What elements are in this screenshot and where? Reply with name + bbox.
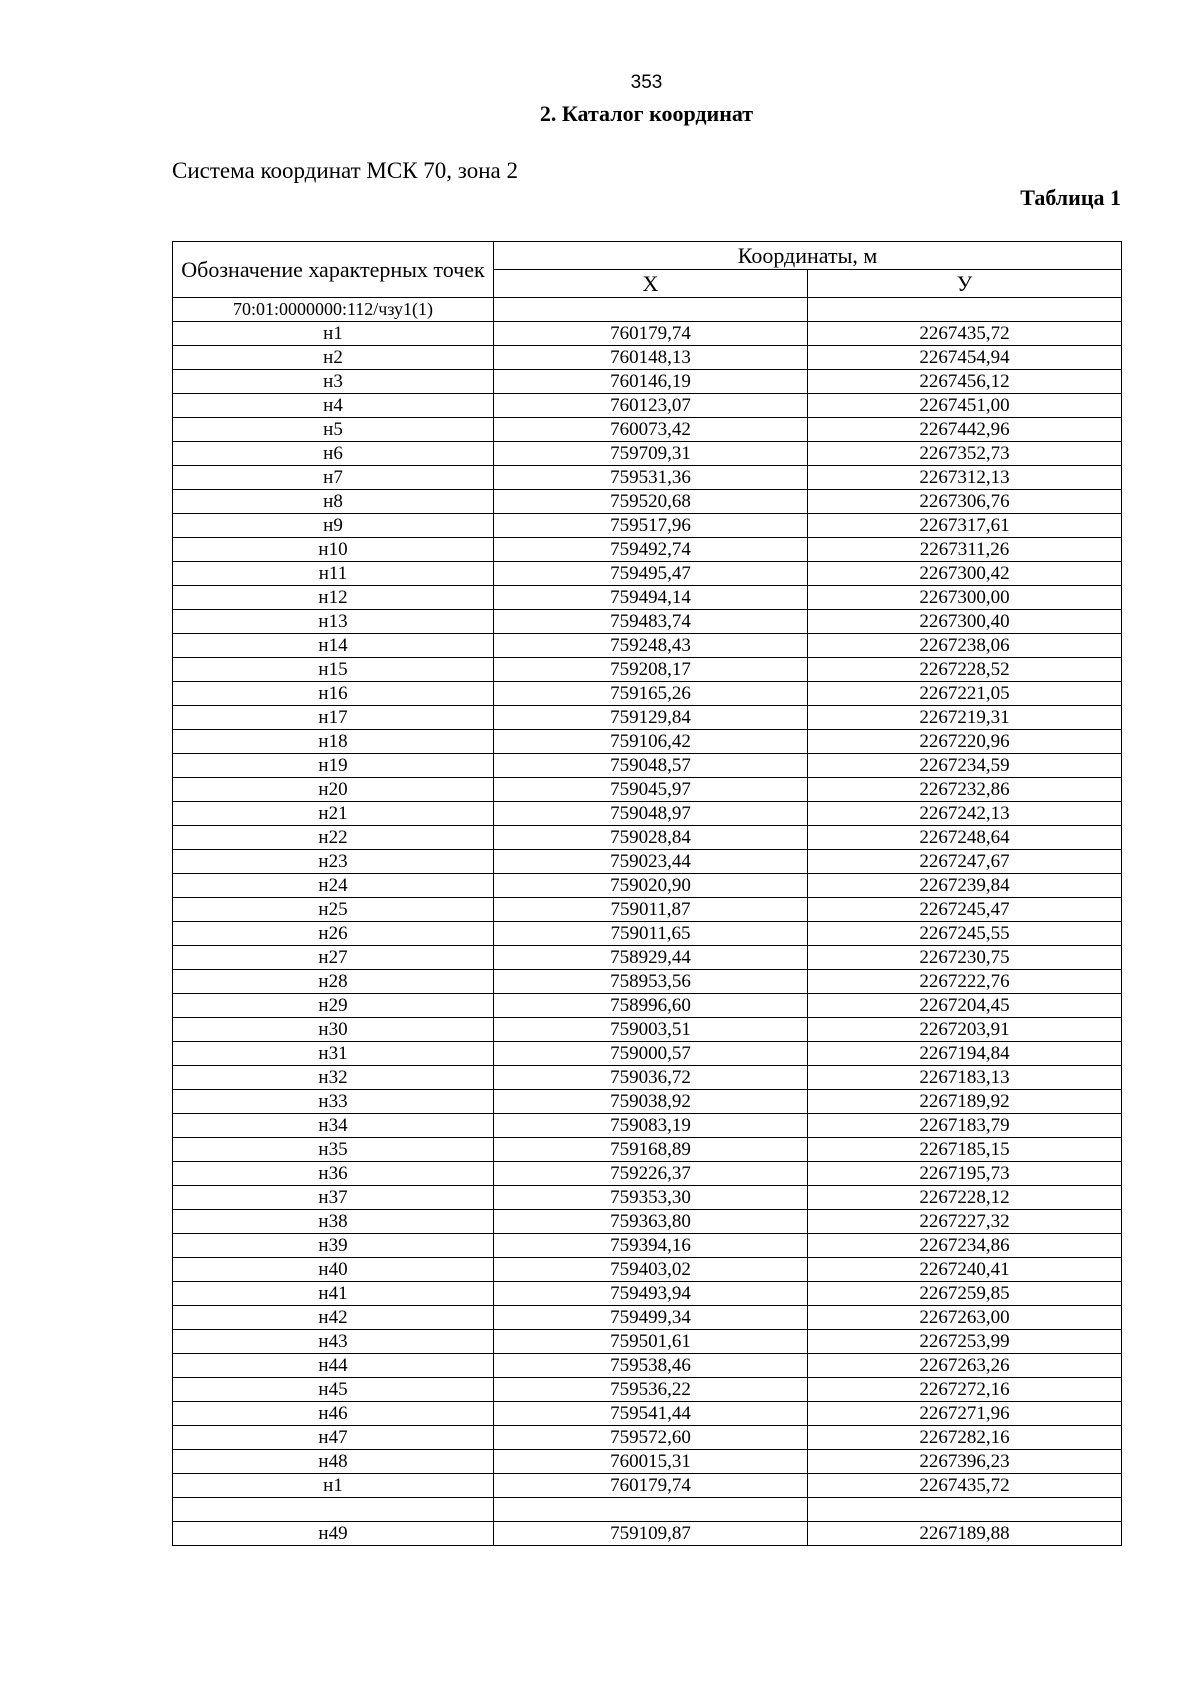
point-cell: н36 bbox=[173, 1162, 494, 1186]
table-row bbox=[173, 706, 1122, 730]
point-cell: н23 bbox=[173, 850, 494, 874]
point-cell: н9 bbox=[173, 514, 494, 538]
point-cell: н17 bbox=[173, 706, 494, 730]
parcel-id-cell: 70:01:0000000:112/чзу1(1) bbox=[173, 298, 494, 322]
table-row bbox=[173, 730, 1122, 754]
y-cell: 2267272,16 bbox=[808, 1378, 1122, 1402]
table-row bbox=[173, 1210, 1122, 1234]
point-cell: н11 bbox=[173, 562, 494, 586]
y-cell: 2267234,86 bbox=[808, 1234, 1122, 1258]
y-cell: 2267195,73 bbox=[808, 1162, 1122, 1186]
table-row bbox=[173, 658, 1122, 682]
x-cell bbox=[494, 1498, 808, 1522]
table-row bbox=[173, 1090, 1122, 1114]
table-row bbox=[173, 538, 1122, 562]
x-cell: 760073,42 bbox=[494, 418, 808, 442]
x-cell: 759248,43 bbox=[494, 634, 808, 658]
table-row bbox=[173, 322, 1122, 346]
point-cell: н43 bbox=[173, 1330, 494, 1354]
x-cell: 759499,34 bbox=[494, 1306, 808, 1330]
x-cell: 759028,84 bbox=[494, 826, 808, 850]
point-cell bbox=[173, 1498, 494, 1522]
table-row bbox=[173, 898, 1122, 922]
point-cell: н8 bbox=[173, 490, 494, 514]
y-cell: 2267228,52 bbox=[808, 658, 1122, 682]
y-cell: 2267204,45 bbox=[808, 994, 1122, 1018]
table-header-row bbox=[173, 242, 1122, 270]
y-cell: 2267282,16 bbox=[808, 1426, 1122, 1450]
table-row bbox=[173, 1378, 1122, 1402]
y-cell: 2267306,76 bbox=[808, 490, 1122, 514]
y-cell: 2267239,84 bbox=[808, 874, 1122, 898]
point-cell: н39 bbox=[173, 1234, 494, 1258]
x-cell: 758953,56 bbox=[494, 970, 808, 994]
x-cell: 759048,57 bbox=[494, 754, 808, 778]
parcel-row bbox=[173, 298, 1122, 322]
point-cell: н16 bbox=[173, 682, 494, 706]
table-row bbox=[173, 562, 1122, 586]
y-cell: 2267456,12 bbox=[808, 370, 1122, 394]
point-cell: н19 bbox=[173, 754, 494, 778]
table-row bbox=[173, 754, 1122, 778]
x-cell: 759083,19 bbox=[494, 1114, 808, 1138]
point-cell: н46 bbox=[173, 1402, 494, 1426]
x-cell: 759501,61 bbox=[494, 1330, 808, 1354]
coordinate-system-label: Система координат МСК 70, зона 2 bbox=[172, 158, 519, 183]
y-cell: 2267454,94 bbox=[808, 346, 1122, 370]
x-cell: 760148,13 bbox=[494, 346, 808, 370]
x-cell: 759483,74 bbox=[494, 610, 808, 634]
header-x: X bbox=[494, 270, 808, 298]
table-row bbox=[173, 778, 1122, 802]
y-cell: 2267247,67 bbox=[808, 850, 1122, 874]
y-cell: 2267317,61 bbox=[808, 514, 1122, 538]
point-cell: н45 bbox=[173, 1378, 494, 1402]
table-row bbox=[173, 394, 1122, 418]
table-row bbox=[173, 826, 1122, 850]
point-cell: н1 bbox=[173, 322, 494, 346]
table-row bbox=[173, 874, 1122, 898]
table-row bbox=[173, 802, 1122, 826]
point-cell: н38 bbox=[173, 1210, 494, 1234]
y-cell: 2267238,06 bbox=[808, 634, 1122, 658]
x-cell: 759394,16 bbox=[494, 1234, 808, 1258]
table-row bbox=[173, 994, 1122, 1018]
x-cell: 759023,44 bbox=[494, 850, 808, 874]
table-row bbox=[173, 682, 1122, 706]
table-row bbox=[173, 1234, 1122, 1258]
table-row bbox=[173, 1162, 1122, 1186]
y-cell: 2267232,86 bbox=[808, 778, 1122, 802]
x-cell: 759036,72 bbox=[494, 1066, 808, 1090]
y-cell: 2267442,96 bbox=[808, 418, 1122, 442]
table-row bbox=[173, 514, 1122, 538]
x-cell: 759517,96 bbox=[494, 514, 808, 538]
point-cell: н18 bbox=[173, 730, 494, 754]
y-cell: 2267234,59 bbox=[808, 754, 1122, 778]
y-cell: 2267263,26 bbox=[808, 1354, 1122, 1378]
point-cell: н42 bbox=[173, 1306, 494, 1330]
table-row bbox=[173, 1450, 1122, 1474]
point-cell: н3 bbox=[173, 370, 494, 394]
table-row bbox=[173, 970, 1122, 994]
x-cell: 759165,26 bbox=[494, 682, 808, 706]
table-row bbox=[173, 946, 1122, 970]
point-cell: н31 bbox=[173, 1042, 494, 1066]
y-cell: 2267300,42 bbox=[808, 562, 1122, 586]
x-cell: 759531,36 bbox=[494, 466, 808, 490]
x-cell: 759045,97 bbox=[494, 778, 808, 802]
y-cell: 2267451,00 bbox=[808, 394, 1122, 418]
x-cell: 759048,97 bbox=[494, 802, 808, 826]
x-cell: 759168,89 bbox=[494, 1138, 808, 1162]
point-cell: н10 bbox=[173, 538, 494, 562]
x-cell: 759572,60 bbox=[494, 1426, 808, 1450]
y-cell: 2267312,13 bbox=[808, 466, 1122, 490]
point-cell: н40 bbox=[173, 1258, 494, 1282]
point-cell: н27 bbox=[173, 946, 494, 970]
point-cell: н2 bbox=[173, 346, 494, 370]
point-cell: н44 bbox=[173, 1354, 494, 1378]
x-cell: 759363,80 bbox=[494, 1210, 808, 1234]
point-cell: н21 bbox=[173, 802, 494, 826]
x-cell: 759493,94 bbox=[494, 1282, 808, 1306]
point-cell: н37 bbox=[173, 1186, 494, 1210]
table-row bbox=[173, 1066, 1122, 1090]
table-row bbox=[173, 922, 1122, 946]
table-row bbox=[173, 370, 1122, 394]
table-row bbox=[173, 586, 1122, 610]
y-cell: 2267435,72 bbox=[808, 322, 1122, 346]
x-cell: 760179,74 bbox=[494, 322, 808, 346]
header-point-designation: Обозначение характерных точек bbox=[173, 242, 494, 298]
x-cell: 759208,17 bbox=[494, 658, 808, 682]
x-cell: 759129,84 bbox=[494, 706, 808, 730]
x-cell: 759011,87 bbox=[494, 898, 808, 922]
y-cell: 2267263,00 bbox=[808, 1306, 1122, 1330]
point-cell: н4 bbox=[173, 394, 494, 418]
x-cell: 758929,44 bbox=[494, 946, 808, 970]
point-cell: н14 bbox=[173, 634, 494, 658]
point-cell: н24 bbox=[173, 874, 494, 898]
table-row bbox=[173, 1258, 1122, 1282]
point-cell: н41 bbox=[173, 1282, 494, 1306]
x-cell: 760179,74 bbox=[494, 1474, 808, 1498]
x-cell: 759492,74 bbox=[494, 538, 808, 562]
y-cell: 2267435,72 bbox=[808, 1474, 1122, 1498]
x-cell: 760123,07 bbox=[494, 394, 808, 418]
y-cell: 2267222,76 bbox=[808, 970, 1122, 994]
x-cell: 760146,19 bbox=[494, 370, 808, 394]
x-cell: 758996,60 bbox=[494, 994, 808, 1018]
point-cell: н25 bbox=[173, 898, 494, 922]
table-row bbox=[173, 1306, 1122, 1330]
table-row bbox=[173, 1330, 1122, 1354]
y-cell bbox=[808, 1498, 1122, 1522]
header-y: У bbox=[808, 270, 1122, 298]
x-cell: 759709,31 bbox=[494, 442, 808, 466]
y-cell: 2267300,40 bbox=[808, 610, 1122, 634]
table-row bbox=[173, 346, 1122, 370]
x-cell: 759226,37 bbox=[494, 1162, 808, 1186]
header-coordinates: Координаты, м bbox=[494, 242, 1122, 270]
point-cell: н33 bbox=[173, 1090, 494, 1114]
y-cell: 2267220,96 bbox=[808, 730, 1122, 754]
table-row bbox=[173, 1282, 1122, 1306]
table-row bbox=[173, 1426, 1122, 1450]
y-cell: 2267221,05 bbox=[808, 682, 1122, 706]
y-cell: 2267194,84 bbox=[808, 1042, 1122, 1066]
x-cell: 759495,47 bbox=[494, 562, 808, 586]
page-number: 353 bbox=[630, 72, 663, 93]
point-cell: н5 bbox=[173, 418, 494, 442]
y-cell: 2267352,73 bbox=[808, 442, 1122, 466]
y-cell: 2267189,88 bbox=[808, 1522, 1122, 1546]
y-cell: 2267300,00 bbox=[808, 586, 1122, 610]
point-cell: н47 bbox=[173, 1426, 494, 1450]
x-cell: 759541,44 bbox=[494, 1402, 808, 1426]
point-cell: н6 bbox=[173, 442, 494, 466]
table-row bbox=[173, 1018, 1122, 1042]
y-cell: 2267242,13 bbox=[808, 802, 1122, 826]
y-cell: 2267203,91 bbox=[808, 1018, 1122, 1042]
coordinate-catalog-table bbox=[172, 241, 1122, 1546]
x-cell: 759536,22 bbox=[494, 1378, 808, 1402]
y-cell: 2267311,26 bbox=[808, 538, 1122, 562]
table-caption: Таблица 1 bbox=[1020, 185, 1121, 210]
table-row bbox=[173, 634, 1122, 658]
table-row bbox=[173, 610, 1122, 634]
point-cell: н34 bbox=[173, 1114, 494, 1138]
table-row bbox=[173, 1474, 1122, 1498]
x-cell: 759538,46 bbox=[494, 1354, 808, 1378]
point-cell: н15 bbox=[173, 658, 494, 682]
x-cell: 759011,65 bbox=[494, 922, 808, 946]
point-cell: н20 bbox=[173, 778, 494, 802]
table-row bbox=[173, 1522, 1122, 1546]
point-cell: н26 bbox=[173, 922, 494, 946]
table-row bbox=[173, 1138, 1122, 1162]
x-cell: 759494,14 bbox=[494, 586, 808, 610]
table-row bbox=[173, 490, 1122, 514]
x-cell: 759109,87 bbox=[494, 1522, 808, 1546]
point-cell: н13 bbox=[173, 610, 494, 634]
point-cell: н28 bbox=[173, 970, 494, 994]
y-cell: 2267227,32 bbox=[808, 1210, 1122, 1234]
x-cell: 759000,57 bbox=[494, 1042, 808, 1066]
x-cell: 759003,51 bbox=[494, 1018, 808, 1042]
table-row bbox=[173, 1402, 1122, 1426]
y-cell: 2267228,12 bbox=[808, 1186, 1122, 1210]
point-cell: н1 bbox=[173, 1474, 494, 1498]
parcel-empty-cell bbox=[808, 298, 1122, 322]
parcel-empty-cell bbox=[494, 298, 808, 322]
x-cell: 760015,31 bbox=[494, 1450, 808, 1474]
point-cell: н48 bbox=[173, 1450, 494, 1474]
table-row bbox=[173, 850, 1122, 874]
table-body bbox=[173, 298, 1122, 1546]
table-row bbox=[173, 442, 1122, 466]
document-title: 2. Каталог координат bbox=[539, 101, 754, 126]
point-cell: н29 bbox=[173, 994, 494, 1018]
y-cell: 2267183,13 bbox=[808, 1066, 1122, 1090]
point-cell: н12 bbox=[173, 586, 494, 610]
point-cell: н30 bbox=[173, 1018, 494, 1042]
table-row bbox=[173, 1354, 1122, 1378]
x-cell: 759020,90 bbox=[494, 874, 808, 898]
x-cell: 759403,02 bbox=[494, 1258, 808, 1282]
y-cell: 2267183,79 bbox=[808, 1114, 1122, 1138]
y-cell: 2267245,47 bbox=[808, 898, 1122, 922]
y-cell: 2267245,55 bbox=[808, 922, 1122, 946]
point-cell: н32 bbox=[173, 1066, 494, 1090]
table-row bbox=[173, 466, 1122, 490]
y-cell: 2267248,64 bbox=[808, 826, 1122, 850]
point-cell: н7 bbox=[173, 466, 494, 490]
y-cell: 2267259,85 bbox=[808, 1282, 1122, 1306]
x-cell: 759520,68 bbox=[494, 490, 808, 514]
y-cell: 2267253,99 bbox=[808, 1330, 1122, 1354]
y-cell: 2267230,75 bbox=[808, 946, 1122, 970]
y-cell: 2267240,41 bbox=[808, 1258, 1122, 1282]
table-row bbox=[173, 1186, 1122, 1210]
point-cell: н49 bbox=[173, 1522, 494, 1546]
table-row bbox=[173, 1114, 1122, 1138]
table-row bbox=[173, 1042, 1122, 1066]
x-cell: 759106,42 bbox=[494, 730, 808, 754]
y-cell: 2267219,31 bbox=[808, 706, 1122, 730]
x-cell: 759038,92 bbox=[494, 1090, 808, 1114]
y-cell: 2267271,96 bbox=[808, 1402, 1122, 1426]
table-row bbox=[173, 1498, 1122, 1522]
point-cell: н22 bbox=[173, 826, 494, 850]
x-cell: 759353,30 bbox=[494, 1186, 808, 1210]
point-cell: н35 bbox=[173, 1138, 494, 1162]
y-cell: 2267189,92 bbox=[808, 1090, 1122, 1114]
y-cell: 2267185,15 bbox=[808, 1138, 1122, 1162]
table-row bbox=[173, 418, 1122, 442]
y-cell: 2267396,23 bbox=[808, 1450, 1122, 1474]
